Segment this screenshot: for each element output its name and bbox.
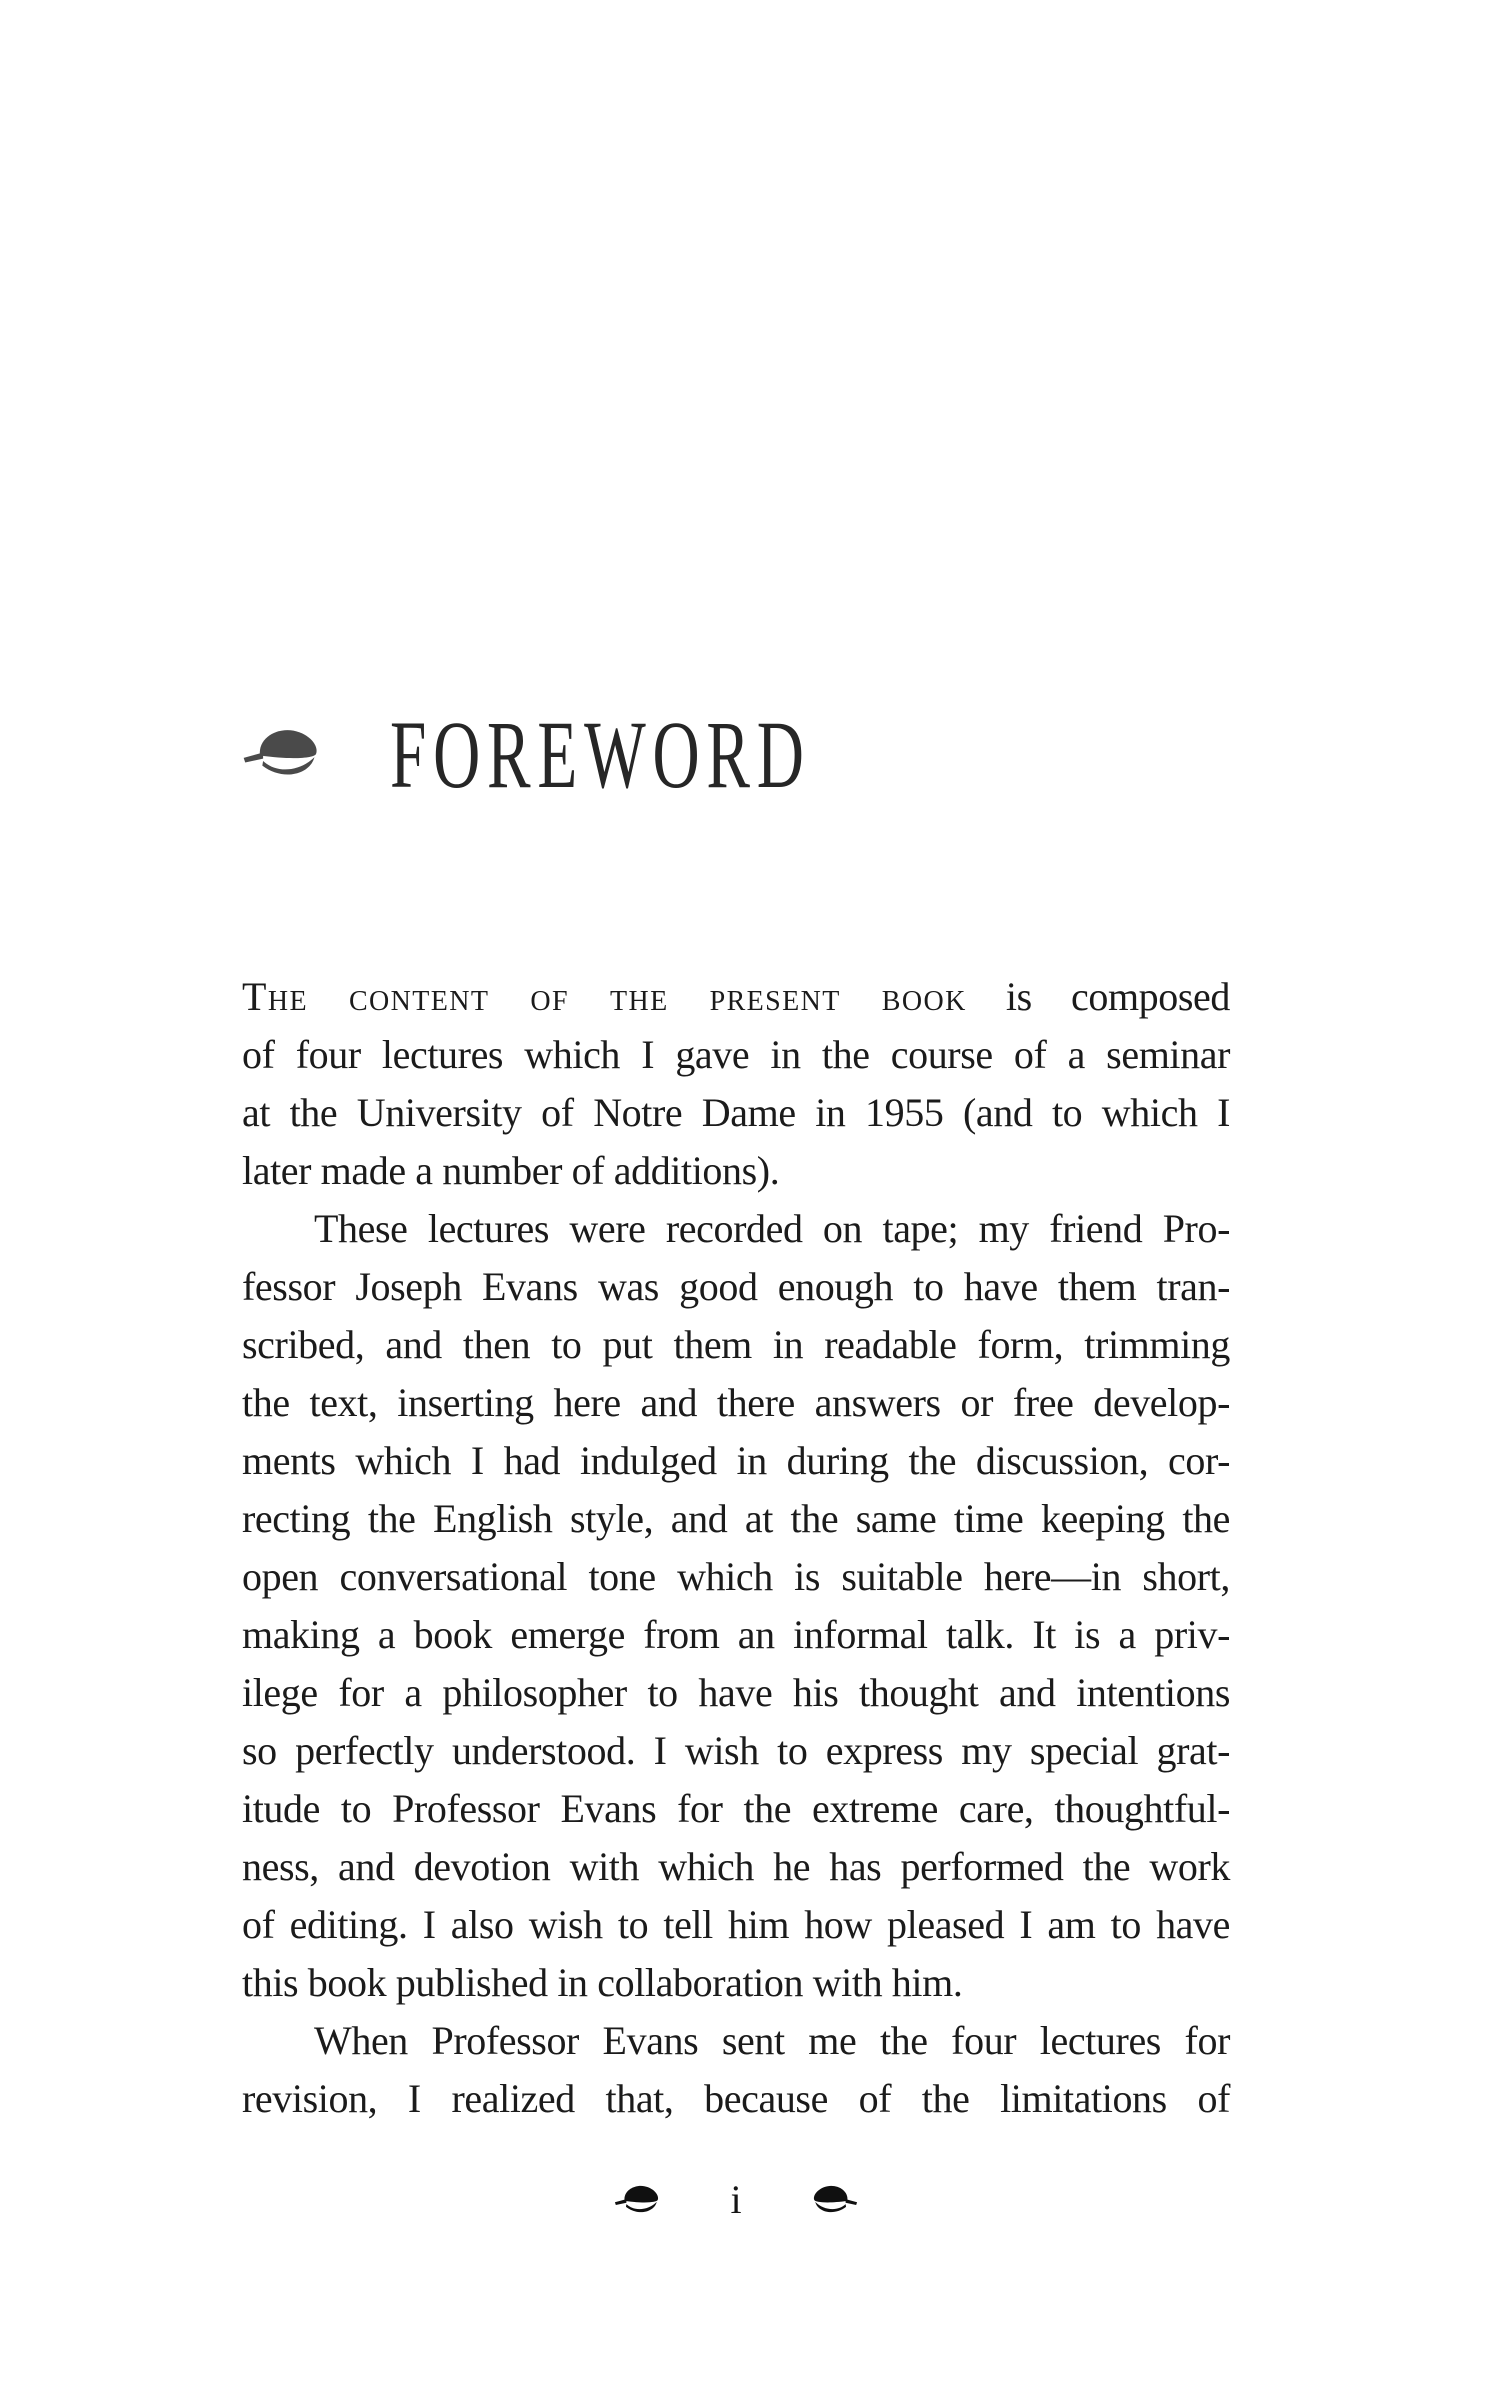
paragraph-2 [242,1200,1230,2012]
chapter-header [242,698,1009,810]
page-title: FOREWORD [390,700,811,808]
text-line: ments which I had indulged in during the discussion, cor- [242,1438,1230,1483]
opening-rest: is composed [966,974,1230,1019]
text-line: revision, I realized that, because of the limitations of [242,2076,1230,2121]
foreword-text [242,968,1230,2128]
text-line [242,968,1230,1026]
paragraph-3 [242,2012,1230,2128]
text-line: of editing. I also wish to tell him how pleased I am to have [242,1902,1230,1947]
text-line: this book published in collaboration with him. [242,1960,963,2005]
text-line: These lectures were recorded on tape; my friend Pro- [314,1206,1230,1251]
text-line: the text, inserting here and there answers or free develop- [242,1380,1230,1425]
leaf-ornament-icon [242,726,320,782]
text-line: so perfectly understood. I wish to express my special grat- [242,1728,1230,1773]
text-line: ilege for a philosopher to have his thought and intentions [242,1670,1230,1715]
smallcaps-opening: The content of the present book [242,974,967,1019]
text-line: later made a number of additions). [242,1148,780,1193]
page-footer [242,2168,1230,2232]
text-line: ness, and devotion with which he has performed the work [242,1844,1230,1889]
leaf-ornament-mirrored-icon [812,2183,858,2217]
text-line: open conversational tone which is suitable here—in short, [242,1554,1230,1599]
text-line: making a book emerge from an informal talk. It is a priv- [242,1612,1230,1657]
text-line: fessor Joseph Evans was good enough to have them tran- [242,1264,1230,1309]
text-line: at the University of Notre Dame in 1955 (and to which I [242,1090,1230,1135]
text-line: itude to Professor Evans for the extreme care, thoughtful- [242,1786,1230,1831]
text-line: of four lectures which I gave in the course of a seminar [242,1032,1230,1077]
text-line: When Professor Evans sent me the four lectures for [314,2018,1230,2063]
paragraph-1 [242,968,1230,1200]
leaf-ornament-icon [614,2183,660,2217]
page-number: i [730,2177,742,2222]
text-line: scribed, and then to put them in readable form, trimming [242,1322,1230,1367]
text-line: recting the English style, and at the same time keeping the [242,1496,1230,1541]
